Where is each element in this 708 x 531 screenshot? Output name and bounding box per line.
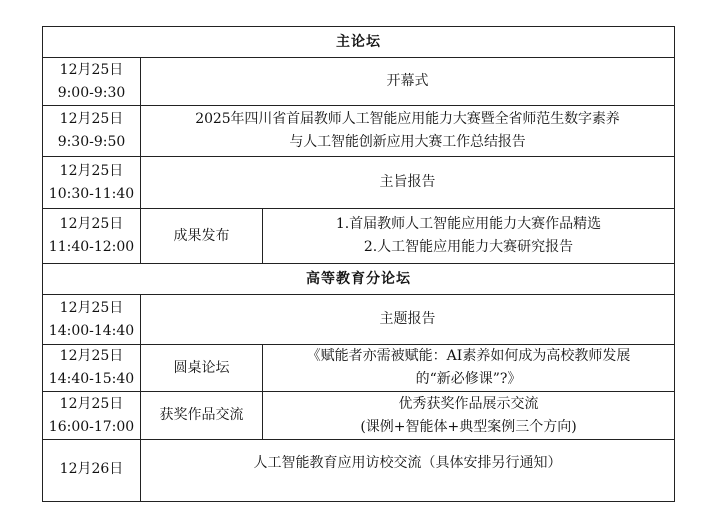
content-cell bbox=[141, 157, 675, 209]
content-line: 2025年四川省首届教师人工智能应用能力大赛暨全省师范生数字素养 bbox=[195, 111, 620, 127]
table-row bbox=[43, 106, 675, 157]
section-header-row bbox=[43, 264, 675, 295]
datetime-cell bbox=[43, 295, 141, 345]
time-text: 14:00-14:40 bbox=[48, 322, 135, 339]
date-text: 12月25日 bbox=[59, 162, 124, 179]
content-line: 与人工智能创新应用大赛工作总结报告 bbox=[289, 134, 526, 150]
date-text: 12月26日 bbox=[59, 461, 124, 477]
date-text: 12月25日 bbox=[59, 395, 124, 412]
time-text: 14:40-15:40 bbox=[48, 371, 135, 387]
content-line: (课例+智能体+典型案例三个方向) bbox=[360, 418, 577, 435]
content-cell bbox=[263, 209, 675, 264]
content-cell bbox=[141, 295, 675, 345]
content-line: 的“新必修课”?》 bbox=[415, 371, 522, 387]
category-cell: 成果发布 bbox=[141, 209, 263, 264]
time-text: 9:30-9:50 bbox=[57, 134, 126, 150]
section-title-main: 主论坛 bbox=[43, 27, 675, 58]
content-line: 主旨报告 bbox=[379, 174, 436, 190]
table-row bbox=[43, 295, 675, 345]
table-row bbox=[43, 440, 675, 502]
table-row bbox=[43, 392, 675, 440]
content-line: 人工智能教育应用访校交流（具体安排另行通知） bbox=[253, 455, 562, 471]
time-text: 9:00-9:30 bbox=[57, 84, 126, 101]
time-text: 11:40-12:00 bbox=[48, 239, 135, 255]
time-text: 16:00-17:00 bbox=[48, 418, 135, 435]
category-cell: 圆桌论坛 bbox=[141, 345, 263, 392]
table-row bbox=[43, 345, 675, 392]
date-text: 12月25日 bbox=[59, 348, 124, 364]
datetime-cell bbox=[43, 58, 141, 106]
section-header-row bbox=[43, 27, 675, 58]
datetime-cell bbox=[43, 440, 141, 502]
date-text: 12月25日 bbox=[59, 111, 124, 127]
content-cell bbox=[141, 440, 675, 502]
date-text: 12月25日 bbox=[59, 216, 124, 232]
table-row bbox=[43, 209, 675, 264]
section-title-higher-ed: 高等教育分论坛 bbox=[43, 264, 675, 295]
content-cell bbox=[141, 106, 675, 157]
date-text: 12月25日 bbox=[59, 299, 124, 316]
table-row bbox=[43, 157, 675, 209]
datetime-cell bbox=[43, 157, 141, 209]
datetime-cell bbox=[43, 345, 141, 392]
content-cell bbox=[263, 392, 675, 440]
content-line: 开幕式 bbox=[386, 73, 429, 89]
content-line: 《赋能者亦需被赋能：AI素养如何成为高校教师发展 bbox=[306, 348, 631, 364]
datetime-cell bbox=[43, 209, 141, 264]
datetime-cell bbox=[43, 392, 141, 440]
date-text: 12月25日 bbox=[59, 61, 124, 78]
time-text: 10:30-11:40 bbox=[48, 185, 135, 202]
content-line: 主题报告 bbox=[379, 311, 436, 327]
content-line: 1.首届教师人工智能应用能力大赛作品精选 bbox=[335, 216, 602, 232]
content-cell bbox=[141, 58, 675, 106]
content-line: 优秀获奖作品展示交流 bbox=[398, 395, 539, 412]
content-cell bbox=[263, 345, 675, 392]
datetime-cell bbox=[43, 106, 141, 157]
schedule-table bbox=[42, 26, 675, 502]
content-line: 2.人工智能应用能力大赛研究报告 bbox=[363, 239, 574, 255]
category-cell: 获奖作品交流 bbox=[141, 392, 263, 440]
table-row bbox=[43, 58, 675, 106]
